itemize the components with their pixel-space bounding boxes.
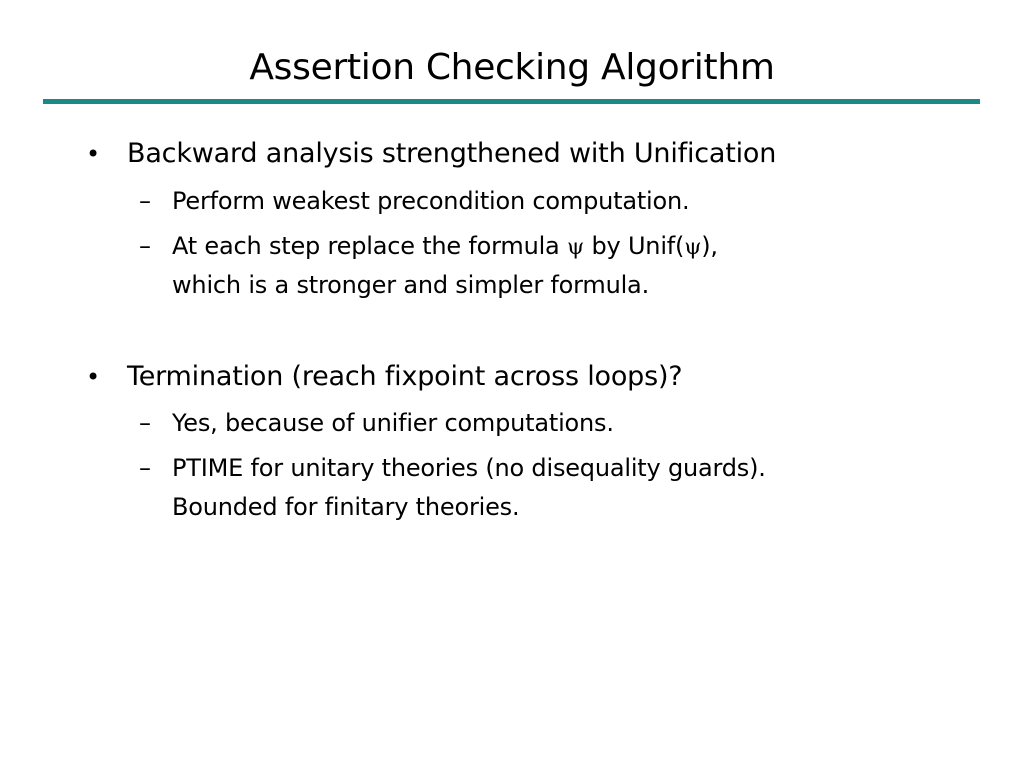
sub-item-text-part: by Unif(	[584, 232, 685, 260]
bullet-2-marker: •	[86, 363, 100, 391]
sub-item-text-part: At each step replace the formula	[172, 232, 567, 260]
bullet-1-marker: •	[86, 140, 100, 168]
sub-item-marker: –	[139, 232, 151, 260]
bullet-2-text: Termination (reach fixpoint across loops)?	[127, 361, 683, 392]
sub-item-continuation-text: which is a stronger and simpler formula.	[172, 271, 649, 299]
psi-symbol: ψ	[684, 235, 702, 260]
slide-title: Assertion Checking Algorithm	[249, 47, 775, 88]
sub-item-text: Perform weakest precondition computation.	[172, 187, 690, 215]
title-underline	[43, 99, 980, 104]
sub-item-marker: –	[139, 187, 151, 215]
sub-item-marker: –	[139, 454, 151, 482]
sub-item-text-part: ),	[701, 232, 718, 260]
sub-item-continuation-text: Bounded for finitary theories.	[172, 493, 520, 521]
sub-item-text	[172, 225, 718, 269]
bullet-1-text: Backward analysis strengthened with Unification	[127, 138, 777, 169]
sub-item-text: PTIME for unitary theories (no disequality guards).	[172, 454, 766, 482]
psi-symbol: ψ	[566, 235, 585, 260]
sub-item-text: Yes, because of unifier computations.	[172, 409, 614, 437]
sub-item-marker: –	[139, 409, 151, 437]
